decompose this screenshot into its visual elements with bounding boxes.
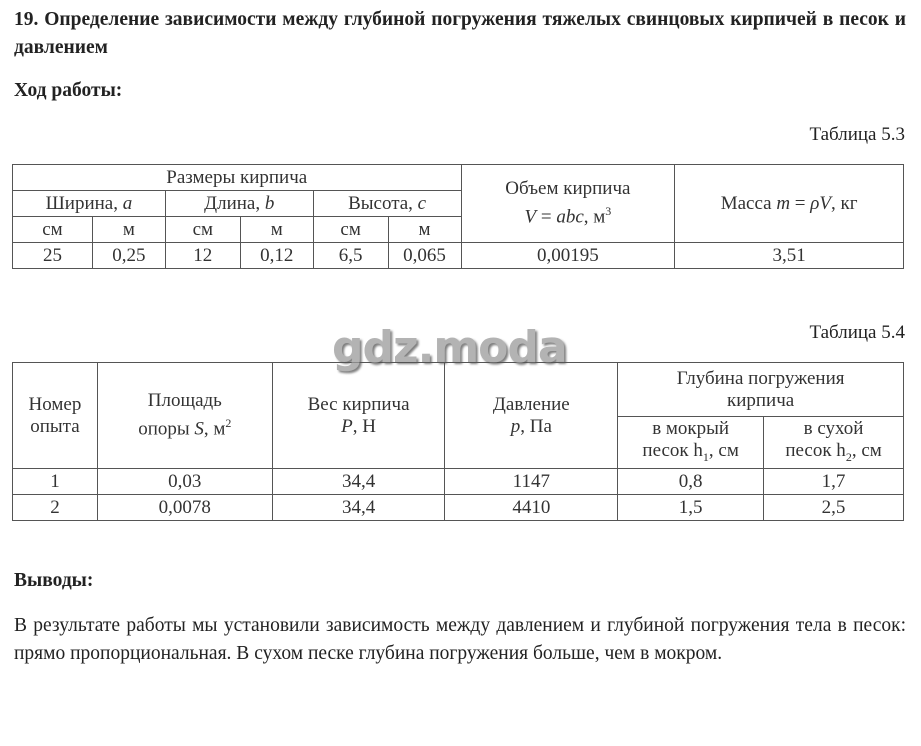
dry-depth-cell: 2,5 (764, 495, 904, 521)
volume-formula: V = abc, $м^3$ (524, 204, 612, 228)
num-cell: 2 (13, 495, 98, 521)
width-m-cell: 0,25 (92, 243, 165, 269)
conclusions-heading: Выводы: (14, 570, 94, 591)
area-cell: 0,0078 (97, 495, 272, 521)
unit-cm: см (13, 217, 93, 243)
mass-cell: 3,51 (675, 243, 904, 269)
brick-dimensions-table (12, 164, 904, 269)
table-row (13, 469, 904, 495)
length-header: Длина, b (165, 191, 313, 217)
support-area-header: Площадь опоры S, $м^2$ (97, 363, 272, 469)
table-row (13, 243, 904, 269)
depth-group-header: Глубина погружения кирпича (618, 363, 904, 417)
progress-heading: Ход работы: (14, 80, 123, 101)
height-m-cell: 0,065 (388, 243, 461, 269)
watermark: gdz.moda (332, 322, 567, 373)
unit-m: м (92, 217, 165, 243)
table-row (13, 495, 904, 521)
unit-cm: см (313, 217, 388, 243)
wet-sand-header: в мокрый песок $h_1$, см (618, 417, 764, 469)
weight-cell: 34,4 (272, 469, 445, 495)
pressure-cell: 1147 (445, 469, 618, 495)
unit-m: м (388, 217, 461, 243)
length-cm-cell: 12 (165, 243, 240, 269)
length-m-cell: 0,12 (240, 243, 313, 269)
table-5-4-caption: Таблица 5.4 (809, 322, 905, 343)
brick-size-header: Размеры кирпича (13, 165, 462, 191)
volume-header (461, 165, 675, 243)
area-cell: 0,03 (97, 469, 272, 495)
pressure-header: Давление p, Па (445, 363, 618, 469)
table-5-3-caption: Таблица 5.3 (809, 124, 905, 145)
pressure-depth-table (12, 362, 904, 521)
unit-cm: см (165, 217, 240, 243)
weight-header: Вес кирпича P, Н (272, 363, 445, 469)
wet-depth-cell: 0,8 (618, 469, 764, 495)
width-cm-cell: 25 (13, 243, 93, 269)
volume-cell: 0,00195 (461, 243, 675, 269)
volume-label: Объем кирпича (505, 178, 631, 200)
width-header: Ширина, a (13, 191, 166, 217)
height-header: Высота, c (313, 191, 461, 217)
dry-depth-cell: 1,7 (764, 469, 904, 495)
weight-cell: 34,4 (272, 495, 445, 521)
unit-m: м (240, 217, 313, 243)
num-cell: 1 (13, 469, 98, 495)
task-title: 19. Определение зависимости между глубиной погружения тяжелых свинцовых кирпичей в песок и давлением (14, 9, 906, 58)
mass-header: Масса m = ρV, кг (675, 165, 904, 243)
experiment-number-header: Номер опыта (13, 363, 98, 469)
wet-depth-cell: 1,5 (618, 495, 764, 521)
conclusion-text: В результате работы мы установили зависимость между давлением и глубиной погружения тела в песок: прямо пропорциональная. В сухом песке глубина погружения больше, чем в мокром. (14, 615, 906, 664)
height-cm-cell: 6,5 (313, 243, 388, 269)
dry-sand-header: в сухой песок $h_2$, см (764, 417, 904, 469)
pressure-cell: 4410 (445, 495, 618, 521)
